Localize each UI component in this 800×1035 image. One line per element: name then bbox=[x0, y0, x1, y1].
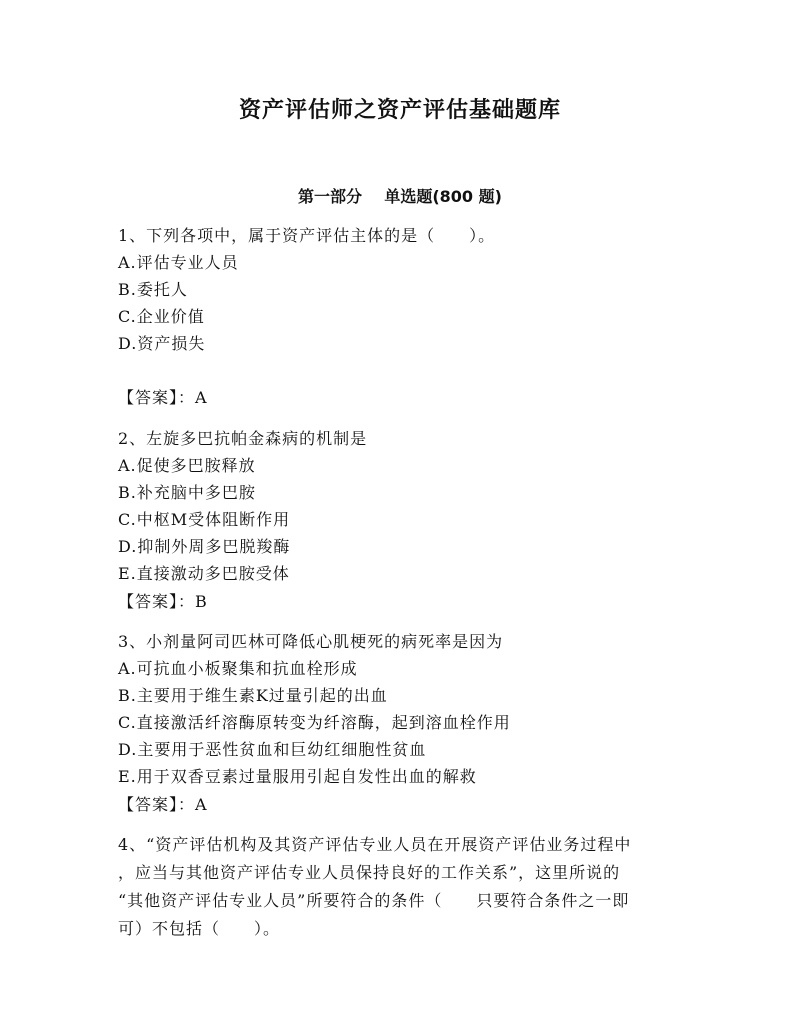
question-4-stem-line-3: “其他资产评估专业人员”所要符合的条件（ 只要符合条件之一即 bbox=[118, 891, 630, 910]
question-3-option-a: A.可抗血小板聚集和抗血栓形成 bbox=[118, 659, 358, 678]
question-4-stem-line-2: ，应当与其他资产评估专业人员保持良好的工作关系”，这里所说的 bbox=[118, 863, 621, 882]
question-1-stem: 1、下列各项中，属于资产评估主体的是（ ）。 bbox=[118, 226, 496, 245]
question-2-option-d: D.抑制外周多巴脱羧酶 bbox=[118, 537, 291, 556]
question-2-stem: 2、左旋多巴抗帕金森病的机制是 bbox=[118, 429, 368, 448]
question-4-stem-line-1: 4、“资产评估机构及其资产评估专业人员在开展资产评估业务过程中 bbox=[118, 835, 632, 854]
question-3-option-b: B.主要用于维生素K过量引起的出血 bbox=[118, 686, 388, 705]
question-1-option-b: B.委托人 bbox=[118, 280, 188, 299]
question-1-option-c: C.企业价值 bbox=[118, 307, 205, 326]
section-heading: 第一部分 单选题(800 题) bbox=[298, 187, 502, 206]
question-1-answer: 【答案】：A bbox=[118, 388, 208, 407]
question-2-option-e: E.直接激动多巴胺受体 bbox=[118, 564, 290, 583]
question-2-option-b: B.补充脑中多巴胺 bbox=[118, 483, 256, 502]
question-2-option-a: A.促使多巴胺释放 bbox=[118, 456, 256, 475]
question-1-option-d: D.资产损失 bbox=[118, 334, 206, 353]
question-1-option-a: A.评估专业人员 bbox=[118, 253, 239, 272]
document-title: 资产评估师之资产评估基础题库 bbox=[238, 98, 561, 123]
question-3-option-c: C.直接激活纤溶酶原转变为纤溶酶，起到溶血栓作用 bbox=[118, 713, 511, 732]
question-3-answer: 【答案】：A bbox=[118, 795, 208, 814]
question-3-stem: 3、小剂量阿司匹林可降低心肌梗死的病死率是因为 bbox=[118, 632, 504, 651]
question-2-answer: 【答案】：B bbox=[118, 592, 208, 611]
question-2-option-c: C.中枢M受体阻断作用 bbox=[118, 510, 291, 529]
question-4-stem-line-4: 可）不包括（ ）。 bbox=[118, 919, 281, 938]
question-3-option-e: E.用于双香豆素过量服用引起自发性出血的解救 bbox=[118, 767, 477, 786]
question-3-option-d: D.主要用于恶性贫血和巨幼红细胞性贫血 bbox=[118, 740, 427, 759]
